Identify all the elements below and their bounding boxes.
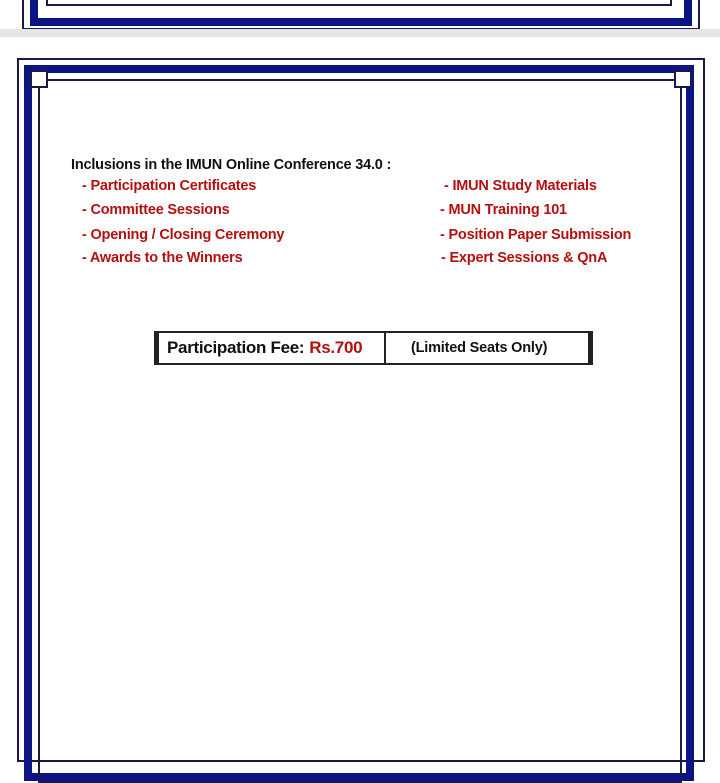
- corner-ornament-top-left: [30, 70, 48, 88]
- limited-seats-note: (Limited Seats Only): [411, 340, 548, 356]
- inclusion-item: - Opening / Closing Ceremony: [82, 227, 285, 243]
- inclusions-heading: Inclusions in the IMUN Online Conference 34.0 :: [71, 157, 392, 173]
- fee-cell: [156, 333, 386, 363]
- previous-page: [0, 0, 720, 29]
- inclusion-item: - Position Paper Submission: [440, 227, 632, 243]
- document-page: [0, 37, 720, 720]
- inclusion-item: - Expert Sessions & QnA: [441, 250, 608, 266]
- inclusion-item: - IMUN Study Materials: [444, 178, 597, 194]
- corner-ornament-top-right: [674, 70, 692, 88]
- previous-page-inner-border: [46, 0, 672, 6]
- page-gap: [0, 29, 720, 37]
- inclusion-item: - Committee Sessions: [82, 202, 230, 218]
- inclusion-item: - Participation Certificates: [82, 178, 257, 194]
- fee-label: Participation Fee:: [167, 338, 305, 357]
- fee-value: Rs.700: [309, 338, 363, 357]
- fee-box: [154, 331, 590, 365]
- inclusion-item: - MUN Training 101: [440, 202, 567, 218]
- inclusion-item: - Awards to the Winners: [82, 250, 243, 266]
